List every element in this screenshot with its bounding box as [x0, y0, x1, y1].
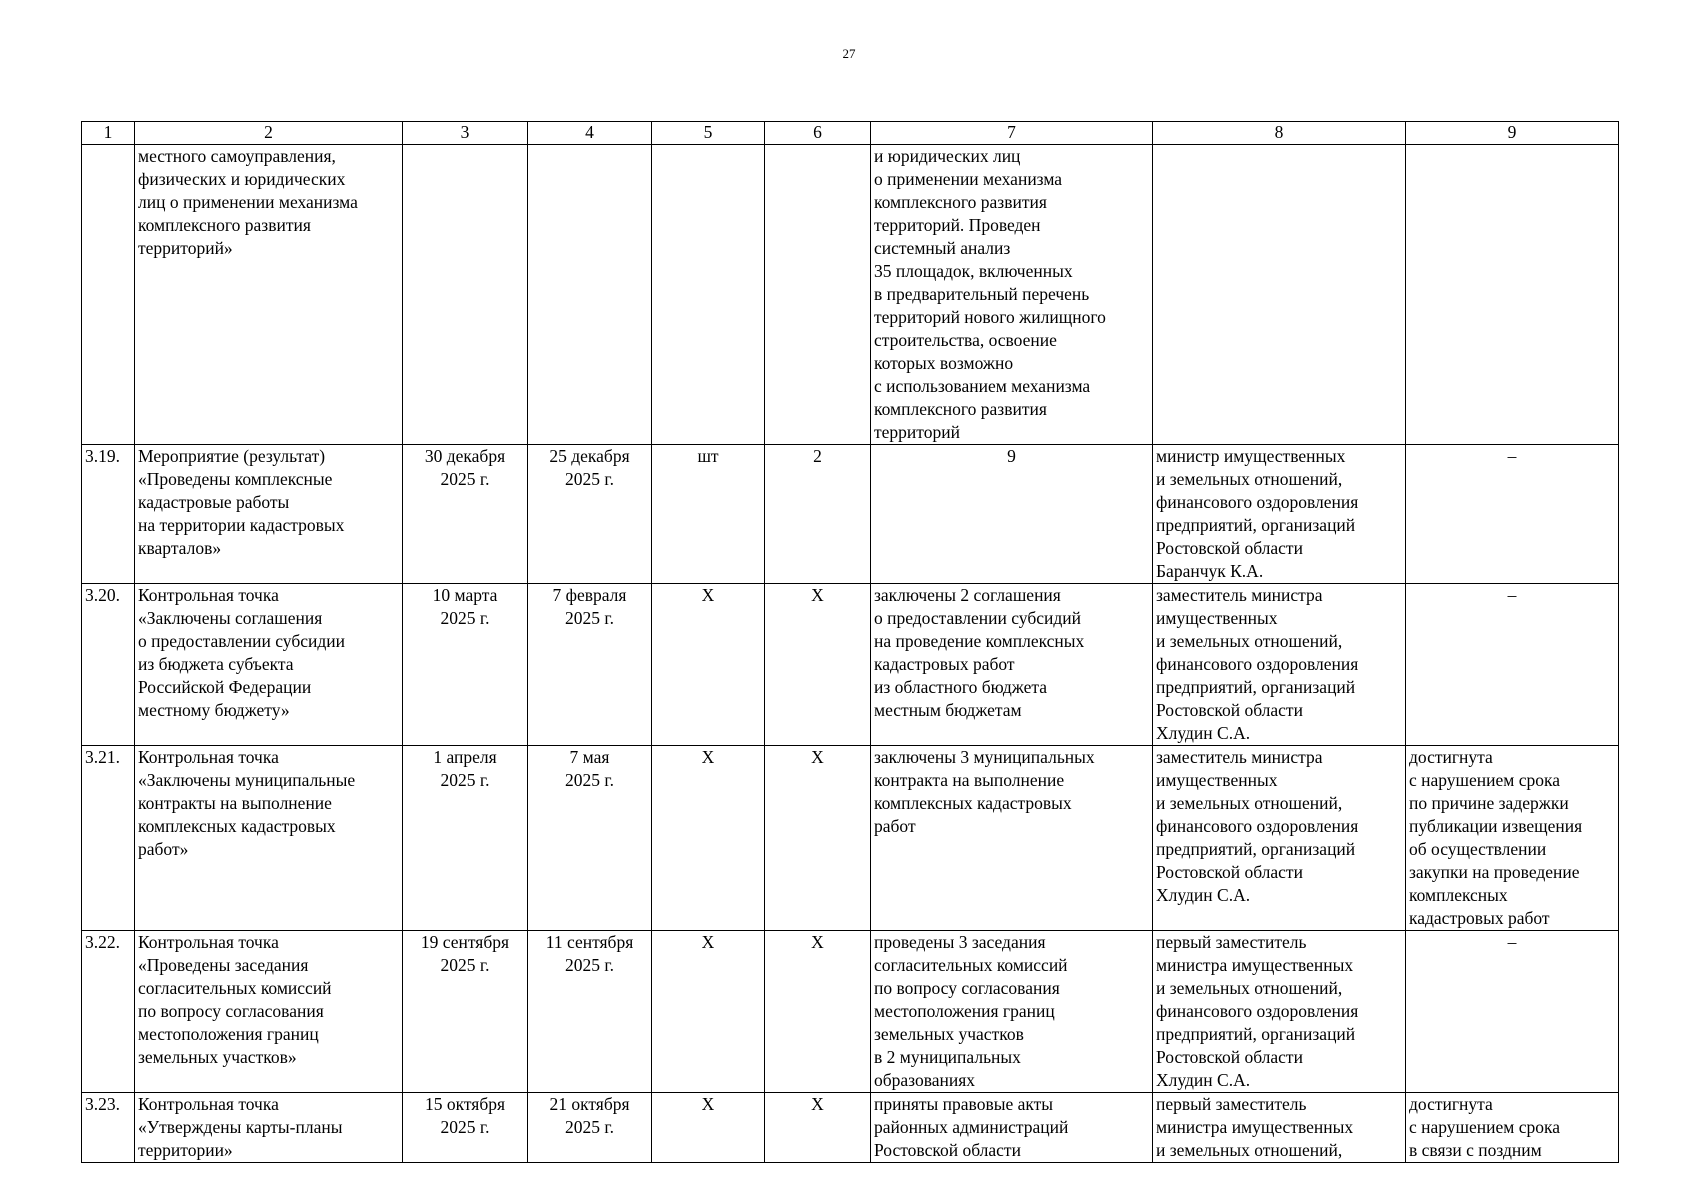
unit: Х [652, 584, 765, 746]
plan-value: Х [765, 584, 871, 746]
unit: Х [652, 746, 765, 931]
activity-name: Мероприятие (результат) «Проведены комплексные кадастровые работы на территории кадастровых кварталов» [135, 445, 403, 584]
column-header: 3 [403, 122, 528, 145]
responsible: заместитель министра имущественных и земельных отношений, финансового оздоровления предприятий, организаций Ростовской области Хлудин С.А. [1153, 584, 1406, 746]
column-header: 6 [765, 122, 871, 145]
note: – [1406, 931, 1619, 1093]
column-header: 7 [871, 122, 1153, 145]
note [1406, 145, 1619, 445]
activity-name: Контрольная точка «Проведены заседания согласительных комиссий по вопросу согласования местоположения границ земельных участков» [135, 931, 403, 1093]
unit [652, 145, 765, 445]
fact-date: 25 декабря 2025 г. [528, 445, 652, 584]
fact-date: 7 мая 2025 г. [528, 746, 652, 931]
activity-name: Контрольная точка «Заключены муниципальные контракты на выполнение комплексных кадастровых работ» [135, 746, 403, 931]
plan-date: 1 апреля 2025 г. [403, 746, 528, 931]
row-number [82, 145, 135, 445]
column-header: 2 [135, 122, 403, 145]
responsible: первый заместитель министра имущественных и земельных отношений, [1153, 1093, 1406, 1163]
table-row [82, 145, 1619, 445]
unit: Х [652, 1093, 765, 1163]
responsible: министр имущественных и земельных отношений, финансового оздоровления предприятий, организаций Ростовской области Баранчук К.А. [1153, 445, 1406, 584]
row-number: 3.20. [82, 584, 135, 746]
column-number-header-row [82, 122, 1619, 145]
column-header: 8 [1153, 122, 1406, 145]
table-row [82, 445, 1619, 584]
fact-date: 7 февраля 2025 г. [528, 584, 652, 746]
responsible: заместитель министра имущественных и земельных отношений, финансового оздоровления предприятий, организаций Ростовской области Хлудин С.А. [1153, 746, 1406, 931]
plan-value: Х [765, 746, 871, 931]
note: достигнута с нарушением срока в связи с поздним [1406, 1093, 1619, 1163]
plan-date [403, 145, 528, 445]
plan-value [765, 145, 871, 445]
row-number: 3.21. [82, 746, 135, 931]
report-table [81, 121, 1619, 1163]
note: достигнута с нарушением срока по причине задержки публикации извещения об осуществлении закупки на проведение комплексных кадастровых работ [1406, 746, 1619, 931]
plan-value: 2 [765, 445, 871, 584]
note: – [1406, 445, 1619, 584]
responsible [1153, 145, 1406, 445]
activity-name: Контрольная точка «Утверждены карты-планы территории» [135, 1093, 403, 1163]
result: проведены 3 заседания согласительных комиссий по вопросу согласования местоположения границ земельных участков в 2 муниципальных образованиях [871, 931, 1153, 1093]
column-header: 5 [652, 122, 765, 145]
plan-date: 15 октября 2025 г. [403, 1093, 528, 1163]
fact-date: 21 октября 2025 г. [528, 1093, 652, 1163]
note: – [1406, 584, 1619, 746]
plan-value: Х [765, 1093, 871, 1163]
fact-date: 11 сентября 2025 г. [528, 931, 652, 1093]
plan-date: 19 сентября 2025 г. [403, 931, 528, 1093]
plan-date: 10 марта 2025 г. [403, 584, 528, 746]
table-row [82, 931, 1619, 1093]
column-header: 4 [528, 122, 652, 145]
plan-date: 30 декабря 2025 г. [403, 445, 528, 584]
activity-name: Контрольная точка «Заключены соглашения о предоставлении субсидии из бюджета субъекта Российской Федерации местному бюджету» [135, 584, 403, 746]
result: заключены 2 соглашения о предоставлении субсидий на проведение комплексных кадастровых работ из областного бюджета местным бюджетам [871, 584, 1153, 746]
result: и юридических лиц о применении механизма комплексного развития территорий. Проведен системный анализ 35 площадок, включенных в предварительный перечень территорий нового жилищного строительства, освоение которых возможно с использованием механизма комплексного развития территорий [871, 145, 1153, 445]
row-number: 3.22. [82, 931, 135, 1093]
page-number: 27 [842, 46, 856, 61]
row-number: 3.23. [82, 1093, 135, 1163]
fact-date [528, 145, 652, 445]
row-number: 3.19. [82, 445, 135, 584]
unit: шт [652, 445, 765, 584]
result: 9 [871, 445, 1153, 584]
result: заключены 3 муниципальных контракта на выполнение комплексных кадастровых работ [871, 746, 1153, 931]
table-row [82, 746, 1619, 931]
column-header: 1 [82, 122, 135, 145]
unit: Х [652, 931, 765, 1093]
responsible: первый заместитель министра имущественных и земельных отношений, финансового оздоровления предприятий, организаций Ростовской области Хлудин С.А. [1153, 931, 1406, 1093]
plan-value: Х [765, 931, 871, 1093]
result: приняты правовые акты районных администраций Ростовской области [871, 1093, 1153, 1163]
table-row [82, 584, 1619, 746]
activity-name: местного самоуправления, физических и юридических лиц о применении механизма комплексного развития территорий» [135, 145, 403, 445]
column-header: 9 [1406, 122, 1619, 145]
table-row [82, 1093, 1619, 1163]
